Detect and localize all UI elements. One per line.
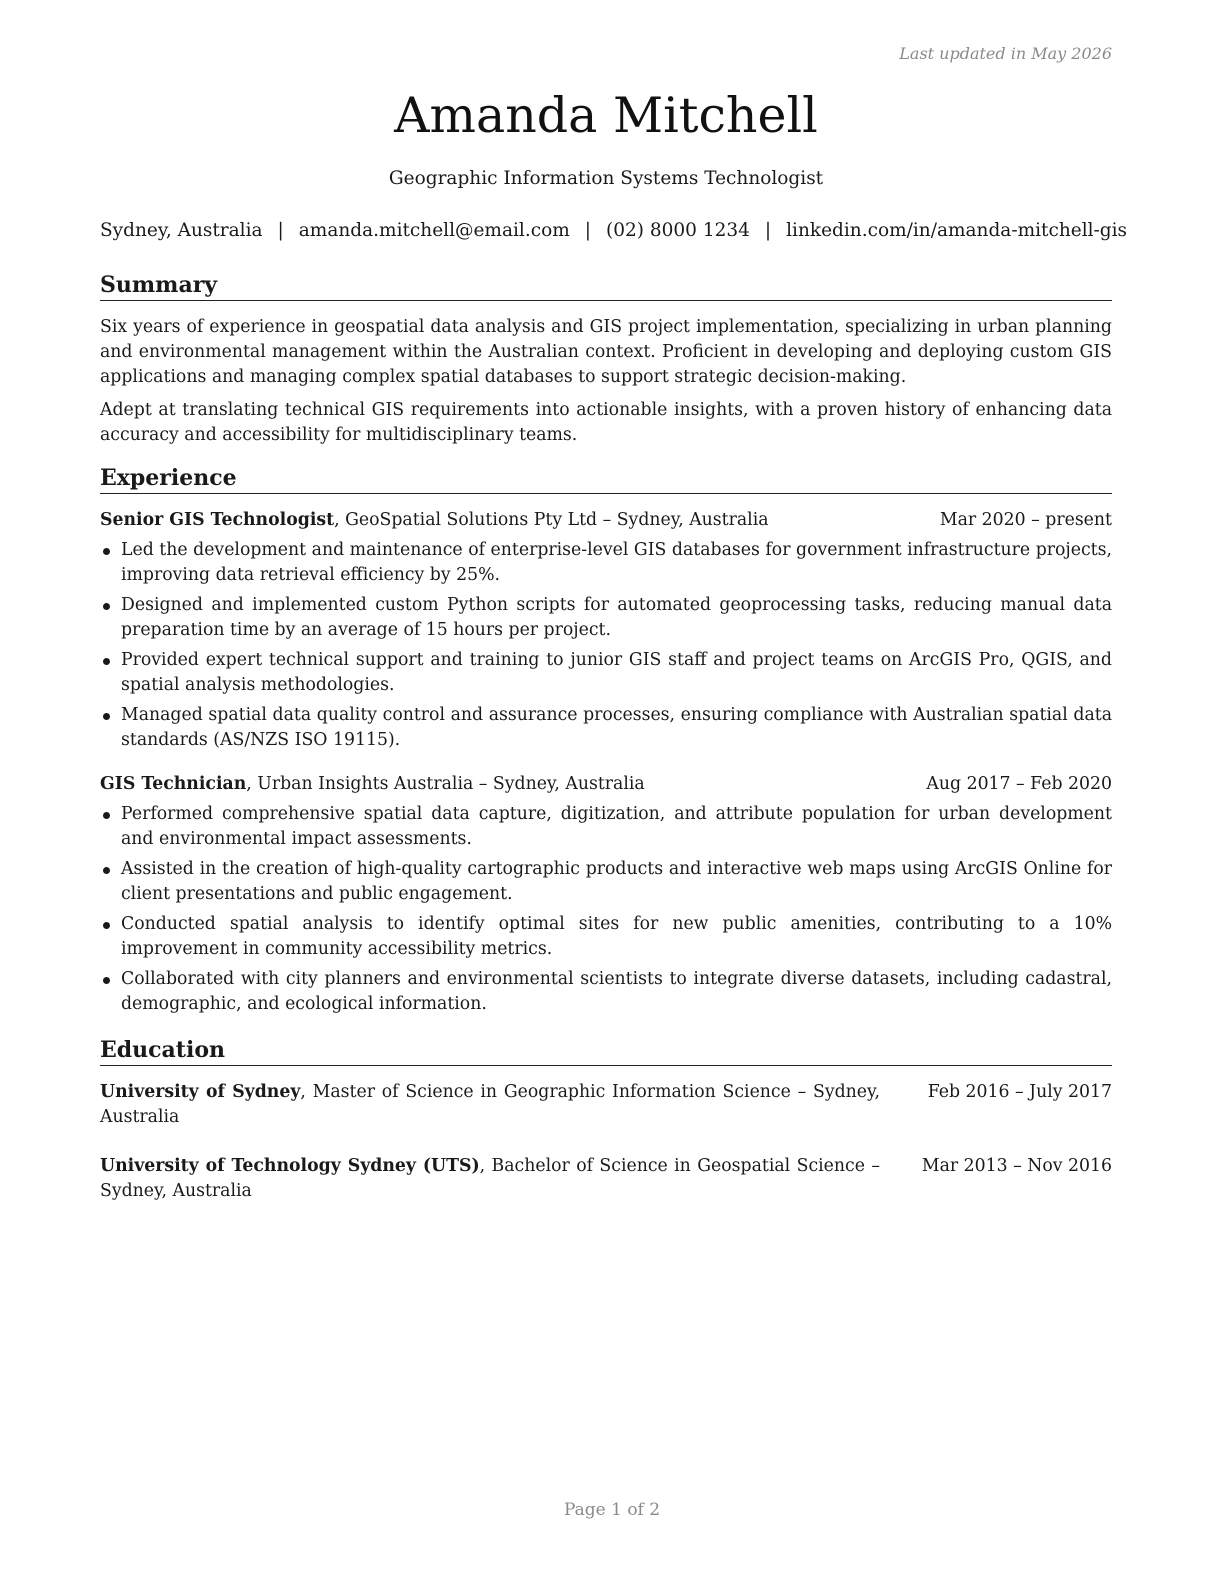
education-entry [100, 1080, 1112, 1130]
job-dates: Aug 2017 – Feb 2020 [926, 774, 1112, 794]
education-title-line [100, 1080, 880, 1130]
contact-location: Sydney, Australia [100, 220, 263, 241]
bullet-text: Provided expert technical support and training to junior GIS staff and project teams on ArcGIS Pro, QGIS, and spatial analysis methodologies. [121, 650, 1112, 695]
candidate-name: Amanda Mitchell [394, 87, 818, 144]
bullet-icon [103, 658, 110, 665]
education-dates: Feb 2016 – July 2017 [927, 1082, 1112, 1102]
job-organization: , GeoSpatial Solutions Pty Ltd – Sydney, Australia [334, 510, 769, 530]
bullet-text: Conducted spatial analysis to identify optimal sites for new public amenities, contributing to a 10% improvement in community accessibility metrics. [121, 914, 1112, 959]
candidate-headline: Geographic Information Systems Technologist [388, 168, 824, 189]
job-header [100, 508, 1112, 533]
contact-line [100, 218, 1128, 244]
bullet-icon [103, 548, 110, 555]
bullet-text: Collaborated with city planners and environmental scientists to integrate diverse datasets, including cadastral, demographic, and ecological information. [121, 969, 1112, 1014]
page-number: Page 1 of 2 [563, 1500, 661, 1520]
contact-email[interactable]: amanda.mitchell@email.com [298, 220, 570, 241]
contact-linkedin[interactable]: linkedin.com/in/amanda-mitchell-gis [786, 220, 1128, 241]
bullet-icon [103, 603, 110, 610]
job-entry [100, 772, 1112, 1017]
list-item [100, 967, 1112, 1017]
list-item [100, 703, 1112, 753]
job-role: Senior GIS Technologist [100, 510, 335, 530]
experience-section [100, 464, 1112, 1017]
education-dates: Mar 2013 – Nov 2016 [921, 1156, 1112, 1176]
bullet-icon [103, 977, 110, 984]
list-item [100, 912, 1112, 962]
summary-section [100, 271, 1112, 448]
job-title-line [100, 772, 645, 797]
education-title-line [100, 1154, 880, 1204]
education-school: University of Sydney [100, 1082, 301, 1102]
contact-separator: | [764, 220, 772, 241]
bullet-text: Led the development and maintenance of enterprise-level GIS databases for government infrastructure projects, improving data retrieval efficiency by 25%. [121, 540, 1112, 585]
section-title-experience: Experience [100, 464, 1112, 494]
contact-phone: (02) 8000 1234 [606, 220, 750, 241]
job-bullet-list [100, 538, 1112, 753]
section-title-education: Education [100, 1036, 1112, 1066]
job-dates: Mar 2020 – present [939, 510, 1112, 530]
contact-separator: | [584, 220, 591, 241]
summary-paragraph: Six years of experience in geospatial data analysis and GIS project implementation, specializing in urban planning and environmental management within the Australian context. Proficient in developing and deploying custom GIS applications and managing complex spatial databases to support strategic decision-making. [100, 317, 1112, 387]
list-item [100, 538, 1112, 588]
list-item [100, 802, 1112, 852]
job-organization: , Urban Insights Australia – Sydney, Australia [246, 774, 645, 794]
bullet-icon [103, 812, 110, 819]
bullet-text: Managed spatial data quality control and assurance processes, ensuring compliance with Australian spatial data standards (AS/NZS ISO 19115). [121, 705, 1112, 750]
summary-paragraph: Adept at translating technical GIS requirements into actionable insights, with a proven history of enhancing data accuracy and accessibility for multidisciplinary teams. [100, 400, 1112, 445]
section-title-summary: Summary [100, 271, 1112, 301]
bullet-text: Performed comprehensive spatial data capture, digitization, and attribute population for urban development and environmental impact assessments. [121, 804, 1112, 849]
bullet-icon [103, 713, 110, 720]
contact-separator: | [277, 220, 284, 241]
list-item [100, 593, 1112, 643]
education-degree: , Master of Science in Geographic Information Science – Sydney, Australia [100, 1082, 880, 1127]
list-item [100, 857, 1112, 907]
job-bullet-list [100, 802, 1112, 1017]
job-role: GIS Technician [100, 774, 247, 794]
education-section [100, 1036, 1112, 1204]
bullet-icon [103, 867, 110, 874]
bullet-text: Assisted in the creation of high-quality cartographic products and interactive web maps using ArcGIS Online for client presentations and public engagement. [121, 859, 1112, 904]
list-item [100, 648, 1112, 698]
job-header [100, 772, 1112, 797]
education-school: University of Technology Sydney (UTS) [100, 1156, 480, 1176]
bullet-icon [103, 922, 110, 929]
education-degree: , Bachelor of Science in Geospatial Science – Sydney, Australia [100, 1156, 881, 1201]
job-entry [100, 508, 1112, 753]
last-updated-note: Last updated in May 2026 [899, 44, 1112, 63]
job-title-line [100, 508, 769, 533]
education-entry [100, 1154, 1112, 1204]
bullet-text: Designed and implemented custom Python scripts for automated geoprocessing tasks, reducing manual data preparation time by an average of 15 hours per project. [121, 595, 1112, 640]
